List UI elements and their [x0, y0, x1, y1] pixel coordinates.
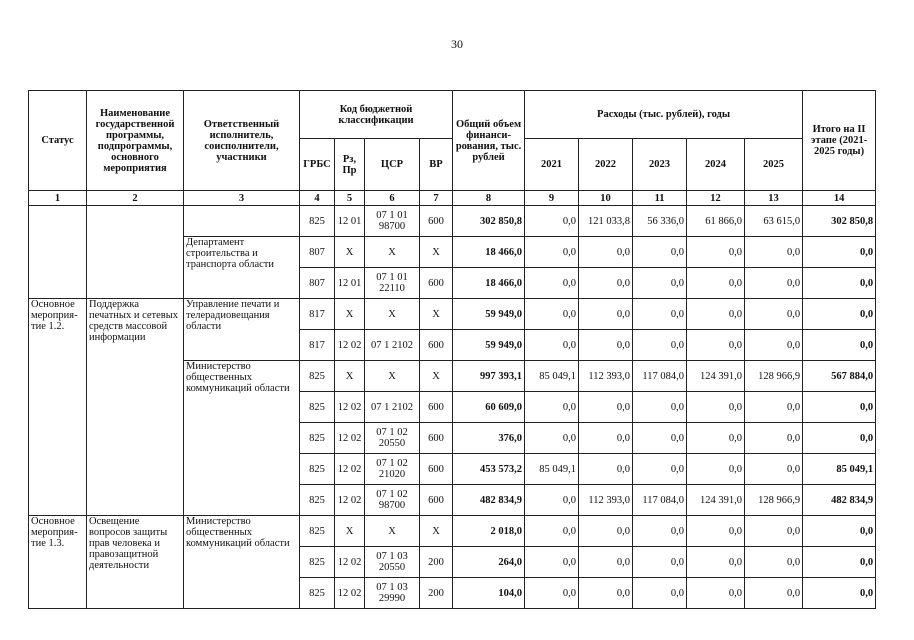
- header-year-2024: 2024: [687, 139, 745, 191]
- table-body: [29, 206, 876, 609]
- rzpr-cell: 12 02: [335, 392, 365, 423]
- itogo-cell: 0,0: [803, 299, 876, 330]
- table-row: [29, 516, 876, 547]
- vr-cell: 600: [420, 454, 453, 485]
- column-number: 1: [29, 191, 87, 206]
- year-2022-cell: 112 393,0: [579, 361, 633, 392]
- column-number: 3: [184, 191, 300, 206]
- grbs-cell: 817: [300, 330, 335, 361]
- year-2022-cell: 0,0: [579, 423, 633, 454]
- grbs-cell: 817: [300, 299, 335, 330]
- year-2024-cell: 0,0: [687, 299, 745, 330]
- vr-cell: 200: [420, 578, 453, 609]
- csr-cell: 07 1 2102: [365, 330, 420, 361]
- status-cell: [29, 206, 87, 299]
- rzpr-cell: 12 02: [335, 454, 365, 485]
- grbs-cell: 807: [300, 268, 335, 299]
- itogo-cell: 0,0: [803, 423, 876, 454]
- year-2021-cell: 0,0: [525, 392, 579, 423]
- header-csr: ЦСР: [365, 139, 420, 191]
- year-2025-cell: 0,0: [745, 547, 803, 578]
- grbs-cell: 825: [300, 392, 335, 423]
- year-2024-cell: 0,0: [687, 268, 745, 299]
- itogo-cell: 302 850,8: [803, 206, 876, 237]
- year-2023-cell: 56 336,0: [633, 206, 687, 237]
- total-cell: 18 466,0: [453, 237, 525, 268]
- year-2023-cell: 0,0: [633, 454, 687, 485]
- year-2025-cell: 0,0: [745, 330, 803, 361]
- column-number: 12: [687, 191, 745, 206]
- column-number: 10: [579, 191, 633, 206]
- csr-cell: 07 1 02 20550: [365, 423, 420, 454]
- itogo-cell: 0,0: [803, 268, 876, 299]
- year-2024-cell: 0,0: [687, 454, 745, 485]
- csr-cell: 07 1 03 20550: [365, 547, 420, 578]
- year-2024-cell: 0,0: [687, 392, 745, 423]
- program-name-cell: Поддержка печатных и сетевых средств массовой информации: [87, 299, 184, 516]
- total-cell: 997 393,1: [453, 361, 525, 392]
- grbs-cell: 825: [300, 578, 335, 609]
- grbs-cell: 825: [300, 423, 335, 454]
- header-year-2022: 2022: [579, 139, 633, 191]
- header-responsible: Ответственный исполнитель, соисполнители, участники: [184, 91, 300, 191]
- vr-cell: 600: [420, 485, 453, 516]
- csr-cell: 07 1 2102: [365, 392, 420, 423]
- year-2024-cell: 0,0: [687, 330, 745, 361]
- year-2023-cell: 0,0: [633, 578, 687, 609]
- csr-cell: 07 1 02 98700: [365, 485, 420, 516]
- rzpr-cell: Х: [335, 237, 365, 268]
- column-number: 9: [525, 191, 579, 206]
- grbs-cell: 825: [300, 485, 335, 516]
- total-cell: 264,0: [453, 547, 525, 578]
- year-2023-cell: 0,0: [633, 547, 687, 578]
- year-2021-cell: 0,0: [525, 237, 579, 268]
- rzpr-cell: Х: [335, 516, 365, 547]
- status-cell: Основное мероприя-тие 1.3.: [29, 516, 87, 609]
- year-2025-cell: 0,0: [745, 299, 803, 330]
- year-2025-cell: 0,0: [745, 578, 803, 609]
- header-total: Общий объем финанси-рования, тыс. рублей: [453, 91, 525, 191]
- rzpr-cell: 12 01: [335, 268, 365, 299]
- csr-cell: 07 1 03 29990: [365, 578, 420, 609]
- header-itogo: Итого на II этапе (2021-2025 годы): [803, 91, 876, 191]
- header-year-2021: 2021: [525, 139, 579, 191]
- vr-cell: 600: [420, 392, 453, 423]
- year-2024-cell: 0,0: [687, 516, 745, 547]
- responsible-cell: Министерство общественных коммуникаций области: [184, 361, 300, 516]
- itogo-cell: 567 884,0: [803, 361, 876, 392]
- header-name: Наименование государственной программы, подпрограммы, основного мероприятия: [87, 91, 184, 191]
- column-number: 6: [365, 191, 420, 206]
- rzpr-cell: 12 02: [335, 578, 365, 609]
- year-2021-cell: 0,0: [525, 485, 579, 516]
- year-2024-cell: 0,0: [687, 578, 745, 609]
- year-2024-cell: 0,0: [687, 547, 745, 578]
- vr-cell: 600: [420, 206, 453, 237]
- column-number: 8: [453, 191, 525, 206]
- header-kbk: Код бюджетной классификации: [300, 91, 453, 139]
- year-2021-cell: 0,0: [525, 206, 579, 237]
- page-number: 30: [451, 37, 463, 51]
- rzpr-cell: 12 01: [335, 206, 365, 237]
- column-number: 5: [335, 191, 365, 206]
- table-row: [29, 206, 876, 237]
- column-number: 2: [87, 191, 184, 206]
- csr-cell: 07 1 02 21020: [365, 454, 420, 485]
- year-2021-cell: 0,0: [525, 516, 579, 547]
- grbs-cell: 825: [300, 547, 335, 578]
- itogo-cell: 0,0: [803, 237, 876, 268]
- year-2024-cell: 124 391,0: [687, 361, 745, 392]
- total-cell: 482 834,9: [453, 485, 525, 516]
- column-number-row: [29, 191, 876, 206]
- year-2025-cell: 128 966,9: [745, 361, 803, 392]
- csr-cell: Х: [365, 237, 420, 268]
- table-row: [29, 299, 876, 330]
- header-status: Статус: [29, 91, 87, 191]
- budget-table: [28, 90, 876, 609]
- year-2025-cell: 63 615,0: [745, 206, 803, 237]
- header-grbs: ГРБС: [300, 139, 335, 191]
- itogo-cell: 0,0: [803, 547, 876, 578]
- itogo-cell: 482 834,9: [803, 485, 876, 516]
- year-2023-cell: 0,0: [633, 516, 687, 547]
- year-2023-cell: 0,0: [633, 423, 687, 454]
- program-name-cell: Освещение вопросов защиты прав человека и правозащитной деятельности: [87, 516, 184, 609]
- itogo-cell: 85 049,1: [803, 454, 876, 485]
- responsible-cell: Департамент строительства и транспорта области: [184, 237, 300, 299]
- responsible-cell: Министерство общественных коммуникаций области: [184, 516, 300, 609]
- year-2025-cell: 0,0: [745, 454, 803, 485]
- year-2023-cell: 117 084,0: [633, 361, 687, 392]
- year-2021-cell: 0,0: [525, 547, 579, 578]
- year-2025-cell: 0,0: [745, 423, 803, 454]
- vr-cell: Х: [420, 361, 453, 392]
- responsible-cell: [184, 206, 300, 237]
- program-name-cell: [87, 206, 184, 299]
- column-number: 13: [745, 191, 803, 206]
- vr-cell: 600: [420, 330, 453, 361]
- total-cell: 453 573,2: [453, 454, 525, 485]
- grbs-cell: 825: [300, 206, 335, 237]
- year-2023-cell: 0,0: [633, 299, 687, 330]
- column-number: 11: [633, 191, 687, 206]
- grbs-cell: 825: [300, 454, 335, 485]
- year-2022-cell: 0,0: [579, 578, 633, 609]
- year-2022-cell: 0,0: [579, 237, 633, 268]
- vr-cell: 200: [420, 547, 453, 578]
- year-2025-cell: 0,0: [745, 516, 803, 547]
- year-2025-cell: 0,0: [745, 392, 803, 423]
- year-2023-cell: 0,0: [633, 268, 687, 299]
- total-cell: 376,0: [453, 423, 525, 454]
- year-2025-cell: 0,0: [745, 268, 803, 299]
- vr-cell: Х: [420, 299, 453, 330]
- header-vr: ВР: [420, 139, 453, 191]
- itogo-cell: 0,0: [803, 392, 876, 423]
- year-2021-cell: 0,0: [525, 268, 579, 299]
- column-number: 7: [420, 191, 453, 206]
- total-cell: 302 850,8: [453, 206, 525, 237]
- year-2021-cell: 0,0: [525, 330, 579, 361]
- itogo-cell: 0,0: [803, 516, 876, 547]
- rzpr-cell: 12 02: [335, 547, 365, 578]
- rzpr-cell: 12 02: [335, 423, 365, 454]
- rzpr-cell: Х: [335, 299, 365, 330]
- year-2024-cell: 0,0: [687, 423, 745, 454]
- grbs-cell: 825: [300, 516, 335, 547]
- year-2021-cell: 85 049,1: [525, 361, 579, 392]
- year-2024-cell: 124 391,0: [687, 485, 745, 516]
- status-cell: Основное мероприя-тие 1.2.: [29, 299, 87, 516]
- year-2025-cell: 128 966,9: [745, 485, 803, 516]
- grbs-cell: 825: [300, 361, 335, 392]
- csr-cell: Х: [365, 361, 420, 392]
- year-2021-cell: 0,0: [525, 423, 579, 454]
- header-year-2023: 2023: [633, 139, 687, 191]
- itogo-cell: 0,0: [803, 330, 876, 361]
- header-expenses: Расходы (тыс. рублей), годы: [525, 91, 803, 139]
- column-number: 4: [300, 191, 335, 206]
- year-2021-cell: 0,0: [525, 578, 579, 609]
- vr-cell: 600: [420, 423, 453, 454]
- total-cell: 60 609,0: [453, 392, 525, 423]
- year-2022-cell: 0,0: [579, 330, 633, 361]
- year-2021-cell: 85 049,1: [525, 454, 579, 485]
- responsible-cell: Управление печати и телерадиовещания области: [184, 299, 300, 361]
- year-2023-cell: 0,0: [633, 392, 687, 423]
- year-2022-cell: 0,0: [579, 516, 633, 547]
- year-2023-cell: 117 084,0: [633, 485, 687, 516]
- rzpr-cell: 12 02: [335, 485, 365, 516]
- header-year-2025: 2025: [745, 139, 803, 191]
- total-cell: 2 018,0: [453, 516, 525, 547]
- year-2023-cell: 0,0: [633, 237, 687, 268]
- year-2021-cell: 0,0: [525, 299, 579, 330]
- vr-cell: 600: [420, 268, 453, 299]
- rzpr-cell: Х: [335, 361, 365, 392]
- year-2022-cell: 0,0: [579, 454, 633, 485]
- year-2022-cell: 112 393,0: [579, 485, 633, 516]
- year-2025-cell: 0,0: [745, 237, 803, 268]
- total-cell: 59 949,0: [453, 299, 525, 330]
- csr-cell: Х: [365, 516, 420, 547]
- grbs-cell: 807: [300, 237, 335, 268]
- csr-cell: 07 1 01 22110: [365, 268, 420, 299]
- year-2022-cell: 0,0: [579, 392, 633, 423]
- vr-cell: Х: [420, 516, 453, 547]
- total-cell: 18 466,0: [453, 268, 525, 299]
- csr-cell: 07 1 01 98700: [365, 206, 420, 237]
- year-2022-cell: 0,0: [579, 299, 633, 330]
- year-2022-cell: 0,0: [579, 547, 633, 578]
- total-cell: 59 949,0: [453, 330, 525, 361]
- vr-cell: Х: [420, 237, 453, 268]
- header-rzpr: Рз, Пр: [335, 139, 365, 191]
- rzpr-cell: 12 02: [335, 330, 365, 361]
- year-2023-cell: 0,0: [633, 330, 687, 361]
- csr-cell: Х: [365, 299, 420, 330]
- column-number: 14: [803, 191, 876, 206]
- total-cell: 104,0: [453, 578, 525, 609]
- year-2022-cell: 121 033,8: [579, 206, 633, 237]
- year-2022-cell: 0,0: [579, 268, 633, 299]
- itogo-cell: 0,0: [803, 578, 876, 609]
- year-2024-cell: 61 866,0: [687, 206, 745, 237]
- year-2024-cell: 0,0: [687, 237, 745, 268]
